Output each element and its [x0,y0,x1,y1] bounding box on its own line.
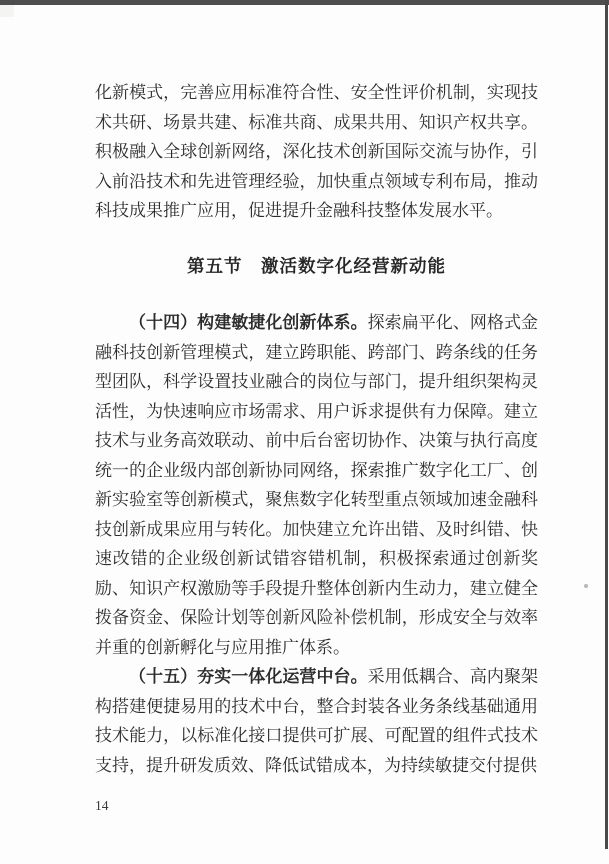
page-text-block [95,78,538,780]
scan-edge-top [0,0,609,5]
paragraph-item-15 [95,662,538,780]
section-heading: 第五节 激活数字化经营新动能 [187,255,446,276]
paragraph-item-14-body: 探索扁平化、网格式金融科技创新管理模式，建立跨职能、跨部门、跨条线的任务型团队，科学设置技业融合的岗位与部门，提升组织架构灵活性，为快速响应市场需求、用户诉求提供有力保障。建立技术与业务高效联动、前中后台密切协作、决策与执行高度统一的企业级内部创新协同网络，探索推广数字化工厂、创新实验室等创新模式，聚焦数字化转型重点领域加速金融科技创新成果应用与转化。加快建立允许出错、及时纠错、快速改错的企业级创新试错容错机制，积极探索通过创新奖励、知识产权激励等手段提升整体创新内生动力，建立健全拨备资金、保险计划等创新风险补偿机制，形成安全与效率并重的创新孵化与应用推广体系。 [95,313,539,657]
paragraph-continuation: 化新模式，完善应用标准符合性、安全性评价机制，实现技术共研、场景共建、标准共商、成果共用、知识产权共享。积极融入全球创新网络，深化技术创新国际交流与协作，引入前沿技术和先进管理经验，加快重点领域专利布局，推动科技成果推广应用，促进提升金融科技整体发展水平。 [95,83,538,220]
scan-artifact-speck [584,584,588,588]
scan-artifact-patch [0,5,14,17]
paragraph-item-15-body: 采用低耦合、高内聚架构搭建便捷易用的技术中台，整合封装各业务条线基础通用技术能力，以标准化接口提供可扩展、可配置的组件式技术支持，提升研发质效、降低试错成本，为持续敏捷交付提供 [95,667,539,775]
page-number: 14 [95,798,109,813]
scan-edge-right [605,0,608,849]
paragraph-item-14-lead: （十四）构建敏捷化创新体系。 [129,313,368,332]
paragraph-item-14 [95,308,538,662]
paragraph-item-15-lead: （十五）夯实一体化运营中台。 [129,667,368,686]
